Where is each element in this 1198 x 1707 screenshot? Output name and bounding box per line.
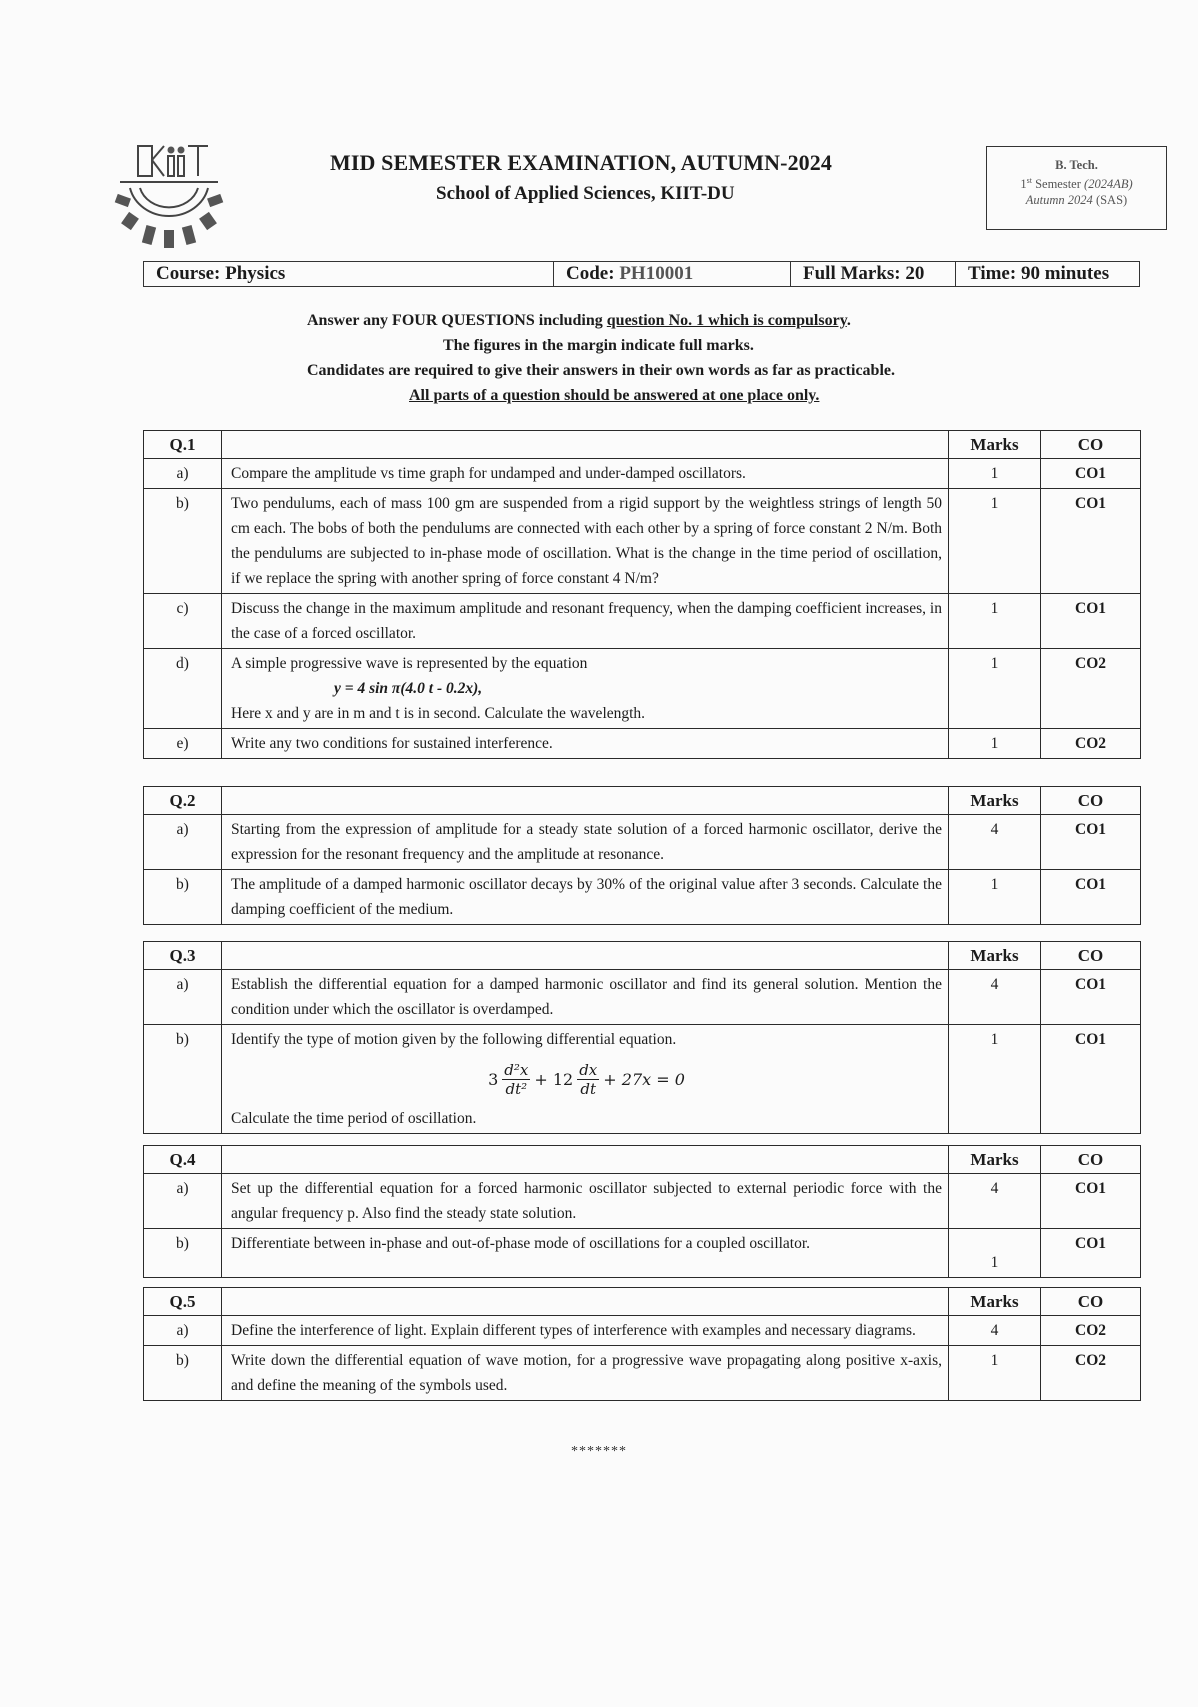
question-part-row bbox=[144, 1229, 1141, 1278]
question-part-row bbox=[144, 1316, 1141, 1346]
part-marks: 1 bbox=[949, 649, 1041, 729]
part-text: Discuss the change in the maximum amplitude and resonant frequency, when the damping coefficient increases, in the case of a forced oscillator. bbox=[222, 594, 949, 649]
exam-title: MID SEMESTER EXAMINATION, AUTUMN-2024 bbox=[330, 150, 832, 175]
part-label: c) bbox=[144, 594, 222, 649]
part-label: a) bbox=[144, 459, 222, 489]
differential-equation: 3 $\frac{\text{d²x}}{\text{dt²}}$ + 12 $\frac{dx}{dt}$ + 27x = 0 bbox=[488, 1060, 685, 1098]
part-marks: 1 bbox=[949, 594, 1041, 649]
part-label: b) bbox=[144, 1025, 222, 1134]
kiit-logo-icon bbox=[108, 140, 230, 248]
question-part-row bbox=[144, 870, 1141, 925]
question-header-row bbox=[144, 1146, 1141, 1174]
part-text: Write down the differential equation of wave motion, for a progressive wave propagating along positive x-axis, and define the meaning of the symbols used. bbox=[222, 1346, 949, 1401]
exam-time: Time: 90 minutes bbox=[968, 263, 1110, 284]
part-marks: 1 bbox=[949, 1229, 1041, 1278]
part-marks: 4 bbox=[949, 815, 1041, 870]
part-label: a) bbox=[144, 815, 222, 870]
question-table-q5 bbox=[143, 1287, 1141, 1401]
part-label: a) bbox=[144, 1316, 222, 1346]
question-number: Q.3 bbox=[144, 942, 222, 970]
question-table-q1 bbox=[143, 430, 1141, 759]
question-part-row bbox=[144, 459, 1141, 489]
part-marks: 4 bbox=[949, 1174, 1041, 1229]
co-header: CO bbox=[1041, 431, 1141, 459]
question-number: Q.5 bbox=[144, 1288, 222, 1316]
question-header-row bbox=[144, 431, 1141, 459]
part-text-block bbox=[222, 1025, 949, 1134]
instruction-line-3: Candidates are required to give their answers in their own words as far as practicable. bbox=[307, 362, 895, 379]
part-co: CO2 bbox=[1041, 729, 1141, 759]
first-derivative-fraction: $\frac{dx}{dt}$ bbox=[579, 1060, 598, 1098]
co-header: CO bbox=[1041, 1146, 1141, 1174]
question-table-q4 bbox=[143, 1145, 1141, 1278]
course-code: Code: PH10001 bbox=[554, 262, 791, 286]
part-label: b) bbox=[144, 1229, 222, 1278]
part-text-block bbox=[222, 649, 949, 729]
semester-line: 1st Semester (2024AB) bbox=[1020, 176, 1133, 192]
session-line: Autumn 2024 (SAS) bbox=[1025, 193, 1128, 208]
part-text: Compare the amplitude vs time graph for undamped and under-damped oscillators. bbox=[222, 459, 949, 489]
part-label: b) bbox=[144, 489, 222, 594]
program-label: B. Tech. bbox=[1055, 158, 1098, 172]
co-header: CO bbox=[1041, 787, 1141, 815]
question-header-row bbox=[144, 1288, 1141, 1316]
question-table-q3 bbox=[143, 941, 1141, 1134]
part-marks: 4 bbox=[949, 1316, 1041, 1346]
part-text: Write any two conditions for sustained interference. bbox=[222, 729, 949, 759]
co-header: CO bbox=[1041, 942, 1141, 970]
marks-header: Marks bbox=[949, 431, 1041, 459]
question-part-row bbox=[144, 729, 1141, 759]
part-co: CO1 bbox=[1041, 970, 1141, 1025]
program-info-box bbox=[986, 146, 1167, 230]
instruction-line-4: All parts of a question should be answered at one place only. bbox=[409, 387, 820, 404]
wave-equation: y = 4 sin π(4.0 t - 0.2x), bbox=[334, 680, 483, 697]
co-header: CO bbox=[1041, 1288, 1141, 1316]
part-marks: 1 bbox=[949, 1346, 1041, 1401]
marks-header: Marks bbox=[949, 942, 1041, 970]
part-co: CO2 bbox=[1041, 649, 1141, 729]
marks-header: Marks bbox=[949, 1288, 1041, 1316]
part-text-after: Here x and y are in m and t is in second. Calculate the wavelength. bbox=[231, 705, 646, 722]
part-label: b) bbox=[144, 1346, 222, 1401]
part-text: Define the interference of light. Explain different types of interference with examples and necessary diagrams. bbox=[222, 1316, 949, 1346]
part-text: The amplitude of a damped harmonic oscillator decays by 30% of the original value after 3 seconds. Calculate the damping coefficient of the medium. bbox=[222, 870, 949, 925]
question-part-row bbox=[144, 970, 1141, 1025]
part-marks: 1 bbox=[949, 1025, 1041, 1134]
question-part-row bbox=[144, 1346, 1141, 1401]
part-co: CO1 bbox=[1041, 1174, 1141, 1229]
part-marks: 1 bbox=[949, 489, 1041, 594]
question-header-row bbox=[144, 942, 1141, 970]
part-co: CO1 bbox=[1041, 1025, 1141, 1134]
question-table-q2 bbox=[143, 786, 1141, 925]
part-marks: 4 bbox=[949, 970, 1041, 1025]
part-label: a) bbox=[144, 970, 222, 1025]
question-part-row bbox=[144, 1174, 1141, 1229]
question-number: Q.4 bbox=[144, 1146, 222, 1174]
part-text: Establish the differential equation for a damped harmonic oscillator and find its general solution. Mention the condition under which the oscillator is overdamped. bbox=[222, 970, 949, 1025]
question-part-row bbox=[144, 1025, 1141, 1134]
course-name: Course: Physics bbox=[144, 262, 554, 286]
part-label: d) bbox=[144, 649, 222, 729]
course-meta-row bbox=[143, 261, 1140, 287]
question-part-row bbox=[144, 489, 1141, 594]
part-text: Set up the differential equation for a forced harmonic oscillator subjected to external periodic force with the angular frequency p. Also find the steady state solution. bbox=[222, 1174, 949, 1229]
full-marks: Full Marks: 20 bbox=[791, 262, 956, 286]
part-co: CO1 bbox=[1041, 489, 1141, 594]
question-number: Q.1 bbox=[144, 431, 222, 459]
part-co: CO2 bbox=[1041, 1346, 1141, 1401]
part-text: Identify the type of motion given by the following differential equation. bbox=[231, 1031, 677, 1048]
part-co: CO1 bbox=[1041, 870, 1141, 925]
part-label: b) bbox=[144, 870, 222, 925]
question-number: Q.2 bbox=[144, 787, 222, 815]
part-text: A simple progressive wave is represented by the equation bbox=[231, 655, 588, 672]
second-derivative-fraction: $\frac{\text{d²x}}{\text{dt²}}$ bbox=[504, 1060, 529, 1098]
part-co: CO1 bbox=[1041, 1229, 1141, 1278]
end-of-paper-marker: ******* bbox=[571, 1444, 627, 1459]
marks-header: Marks bbox=[949, 787, 1041, 815]
part-co: CO2 bbox=[1041, 1316, 1141, 1346]
question-part-row bbox=[144, 815, 1141, 870]
part-co: CO1 bbox=[1041, 594, 1141, 649]
part-marks: 1 bbox=[949, 459, 1041, 489]
marks-header: Marks bbox=[949, 1146, 1041, 1174]
instruction-line-2: The figures in the margin indicate full marks. bbox=[443, 337, 754, 354]
part-text: Two pendulums, each of mass 100 gm are suspended from a rigid support by the weightless strings of length 50 cm each. The bobs of both the pendulums are connected with each other by a spring of force constant 2 N/m. Both the pendulums are subjected to in-phase mode of oscillation. What is the change in the time period of oscillation, if we replace the spring with another spring of force constant 4 N/m? bbox=[222, 489, 949, 594]
part-marks: 1 bbox=[949, 870, 1041, 925]
part-marks: 1 bbox=[949, 729, 1041, 759]
part-co: CO1 bbox=[1041, 815, 1141, 870]
part-label: a) bbox=[144, 1174, 222, 1229]
part-text: Starting from the expression of amplitude for a steady state solution of a forced harmonic oscillator, derive the expression for the resonant frequency and the amplitude at resonance. bbox=[222, 815, 949, 870]
part-text-after: Calculate the time period of oscillation. bbox=[231, 1110, 477, 1127]
instruction-line-1: Answer any FOUR QUESTIONS including question No. 1 which is compulsory. bbox=[307, 312, 851, 329]
question-part-row bbox=[144, 649, 1141, 729]
part-text: Differentiate between in-phase and out-of-phase mode of oscillations for a coupled oscillator. bbox=[222, 1229, 949, 1278]
school-name: School of Applied Sciences, KIIT-DU bbox=[436, 183, 735, 204]
question-part-row bbox=[144, 594, 1141, 649]
part-label: e) bbox=[144, 729, 222, 759]
question-header-row bbox=[144, 787, 1141, 815]
part-co: CO1 bbox=[1041, 459, 1141, 489]
